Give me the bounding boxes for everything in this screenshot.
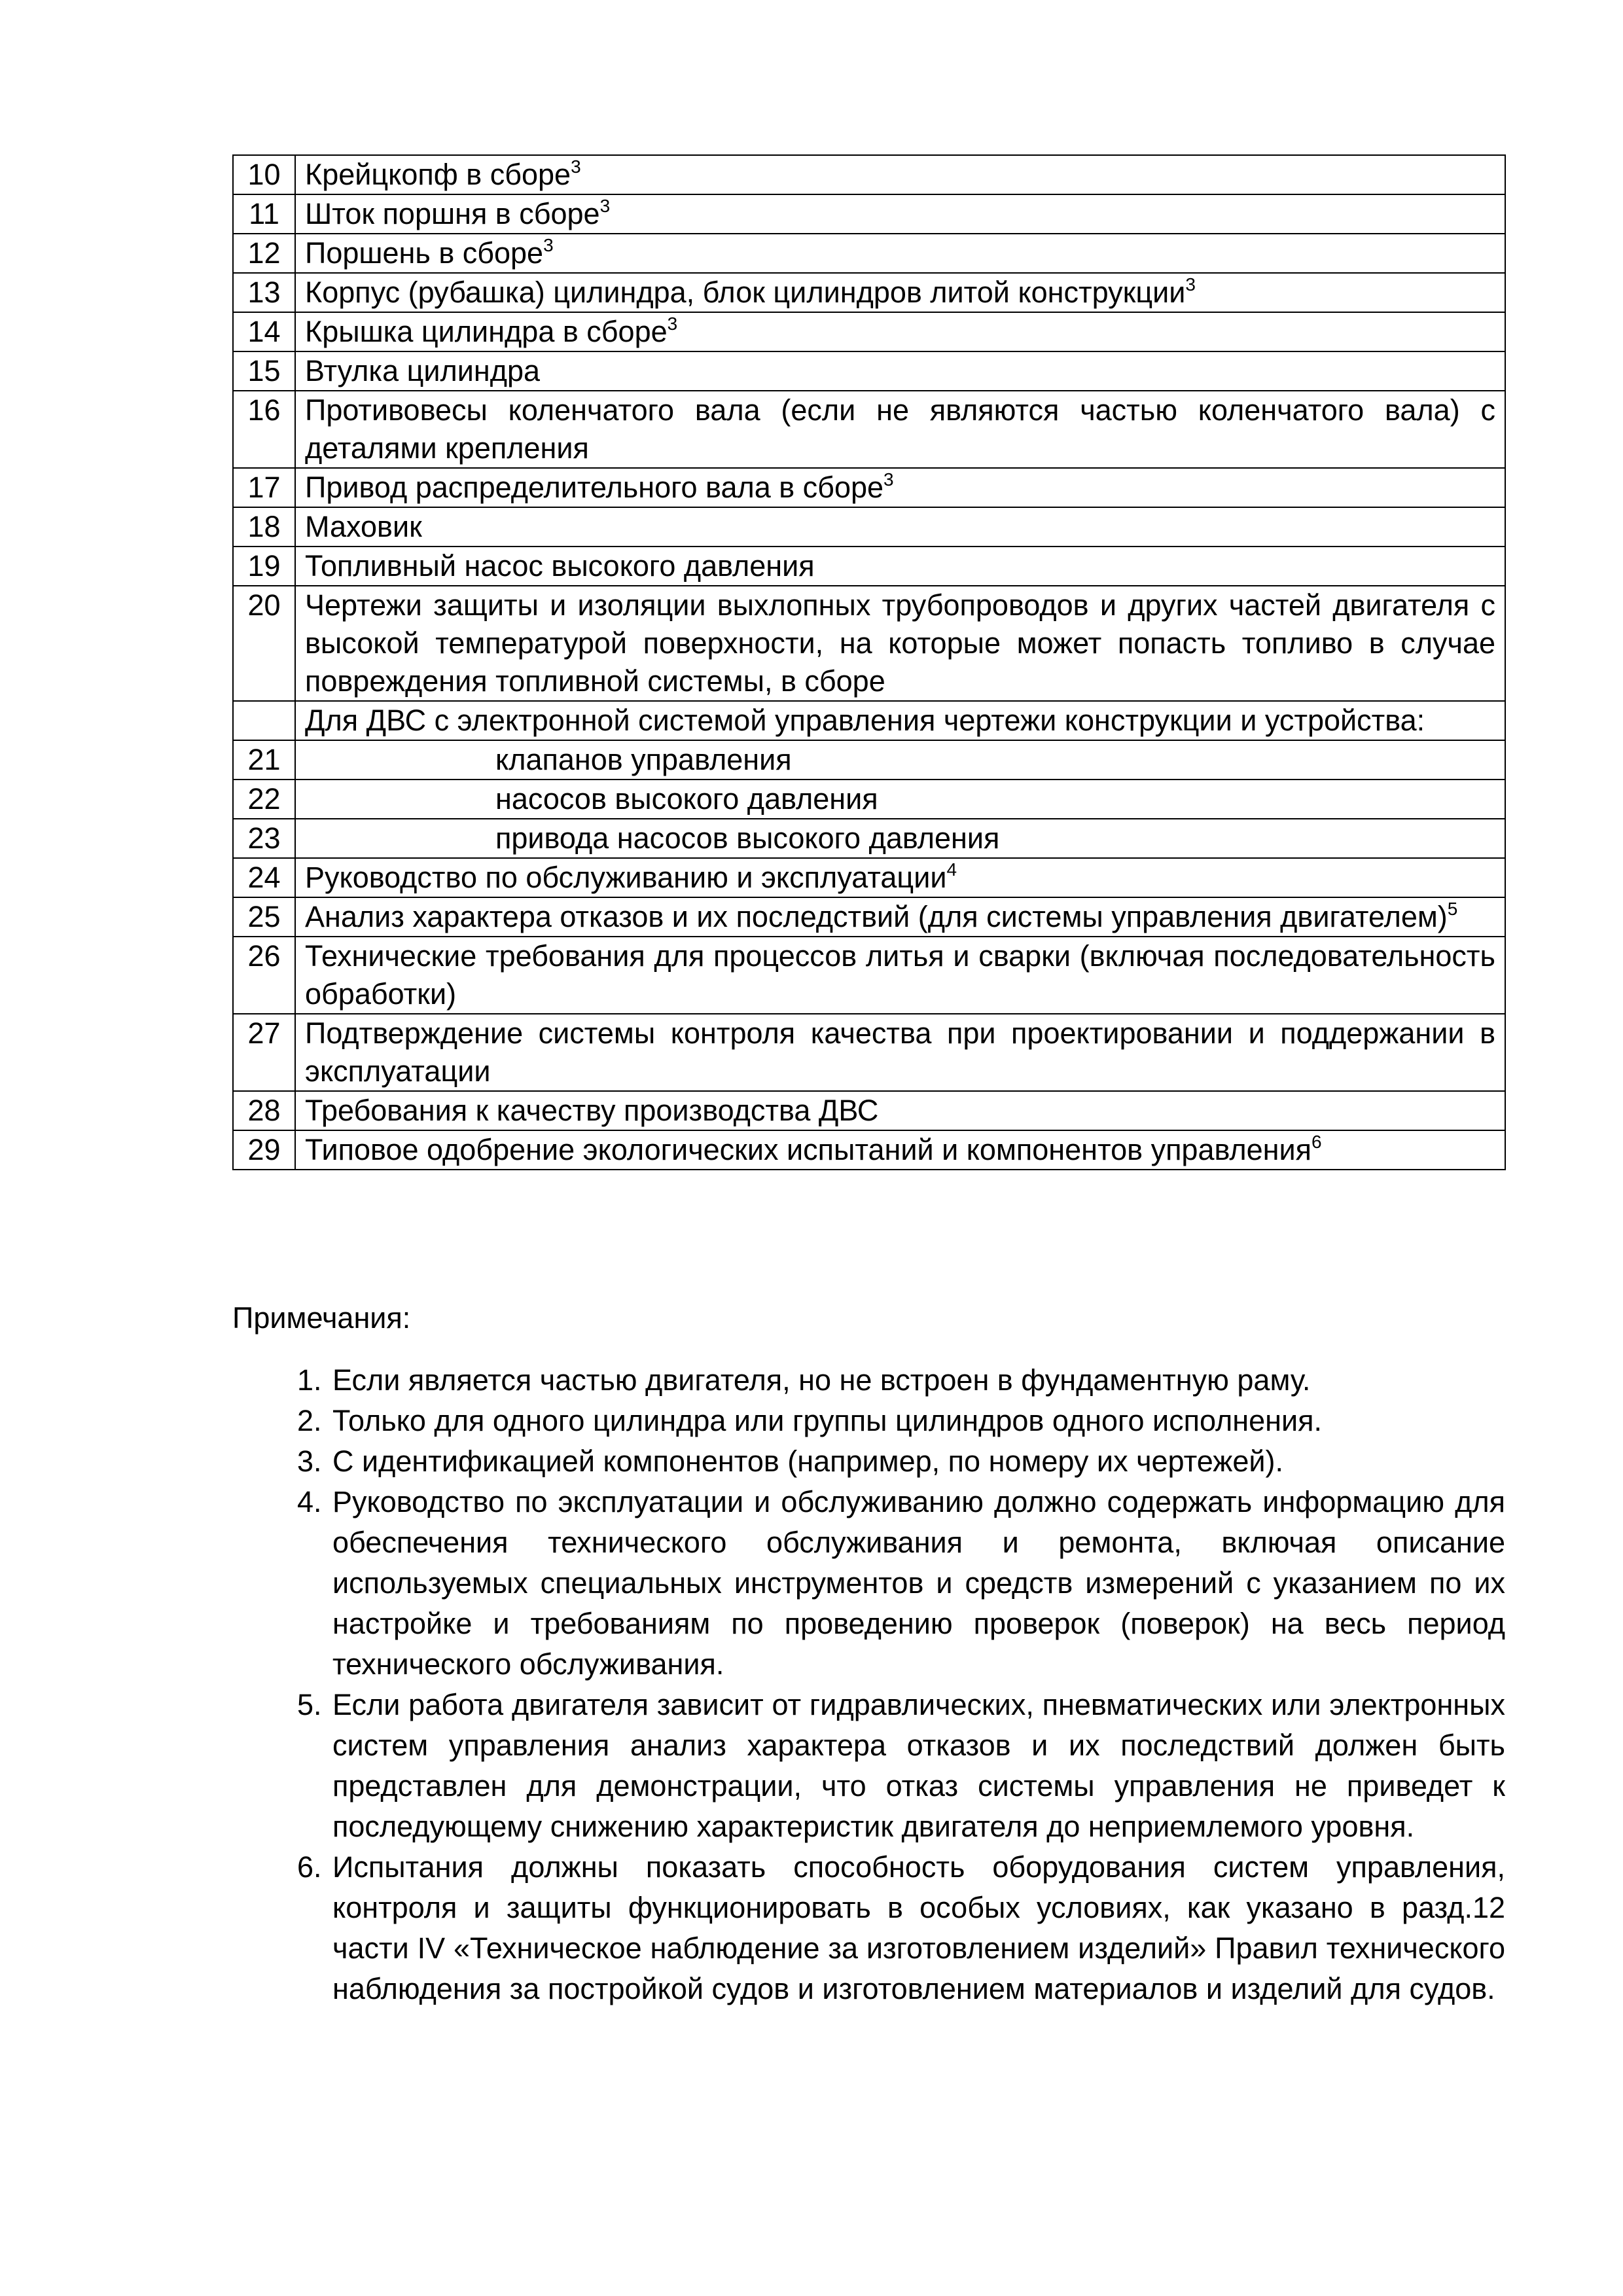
table-row — [233, 819, 1505, 858]
row-description — [295, 937, 1505, 1014]
footnote-ref: 3 — [543, 235, 554, 255]
row-description — [295, 391, 1505, 468]
row-description — [295, 507, 1505, 547]
table-row — [233, 507, 1505, 547]
footnote-ref: 3 — [1185, 274, 1196, 295]
row-text: Противовесы коленчатого вала (если не являются частью коленчатого вала) с деталями крепления — [305, 393, 1495, 465]
table-row — [233, 858, 1505, 897]
row-description — [295, 780, 1505, 819]
row-description — [295, 586, 1505, 701]
footnote-ref: 5 — [1447, 899, 1458, 919]
row-number: 25 — [233, 897, 295, 937]
row-description — [295, 701, 1505, 740]
row-text: Технические требования для процессов литья и сварки (включая последовательность обработки) — [305, 939, 1495, 1011]
row-text: Маховик — [305, 510, 422, 543]
row-text: Анализ характера отказов и их последствий (для системы управления двигателем) — [305, 900, 1448, 933]
row-number: 18 — [233, 507, 295, 547]
row-text: Поршень в сборе — [305, 236, 544, 270]
table-row — [233, 273, 1505, 312]
row-text: Втулка цилиндра — [305, 354, 541, 387]
table-row — [233, 547, 1505, 586]
row-text: Требования к качеству производства ДВС — [305, 1094, 879, 1127]
row-description — [295, 155, 1505, 194]
row-number: 17 — [233, 468, 295, 507]
note-item: 1. Если является частью двигателя, но не встроен в фундаментную раму. — [330, 1360, 1505, 1401]
row-text: Крейцкопф в сборе — [305, 158, 571, 191]
row-number: 16 — [233, 391, 295, 468]
row-description — [295, 312, 1505, 351]
footnote-ref: 6 — [1311, 1132, 1322, 1152]
table-row — [233, 468, 1505, 507]
row-number: 28 — [233, 1091, 295, 1130]
table-row — [233, 740, 1505, 780]
row-description — [295, 897, 1505, 937]
table-row — [233, 1130, 1505, 1170]
note-item: 3. С идентификацией компонентов (например, по номеру их чертежей). — [330, 1441, 1505, 1482]
row-number — [233, 701, 295, 740]
row-text: Подтверждение системы контроля качества при проектировании и поддержании в эксплуатации — [305, 1016, 1495, 1088]
table-row — [233, 1091, 1505, 1130]
row-description — [295, 194, 1505, 234]
row-number: 27 — [233, 1014, 295, 1091]
row-text: Чертежи защиты и изоляции выхлопных трубопроводов и других частей двигателя с высокой температурой поверхности, на которые может попасть топливо в случае повреждения топливной системы, в сборе — [305, 588, 1495, 698]
row-description — [295, 468, 1505, 507]
row-text: Топливный насос высокого давления — [305, 549, 815, 583]
table-row — [233, 351, 1505, 391]
row-text: Типовое одобрение экологических испытаний и компонентов управления — [305, 1133, 1311, 1166]
table-row — [233, 1014, 1505, 1091]
footnote-ref: 4 — [946, 859, 957, 880]
row-text: Корпус (рубашка) цилиндра, блок цилиндров литой конструкции — [305, 276, 1186, 309]
notes-list — [283, 1360, 1505, 2009]
table-row — [233, 780, 1505, 819]
row-number: 12 — [233, 234, 295, 273]
row-description — [295, 1091, 1505, 1130]
footnote-ref: 3 — [883, 469, 894, 490]
row-text: привода насосов высокого давления — [495, 821, 1000, 855]
note-item: 2. Только для одного цилиндра или группы цилиндров одного исполнения. — [330, 1401, 1505, 1441]
row-text: Для ДВС с электронной системой управления чертежи конструкции и устройства: — [305, 704, 1425, 737]
row-description — [295, 819, 1505, 858]
table-row-group-header — [233, 701, 1505, 740]
row-number: 26 — [233, 937, 295, 1014]
row-number: 21 — [233, 740, 295, 780]
row-number: 11 — [233, 194, 295, 234]
row-number: 14 — [233, 312, 295, 351]
row-description — [295, 740, 1505, 780]
row-description — [295, 547, 1505, 586]
row-number: 15 — [233, 351, 295, 391]
components-table — [232, 154, 1506, 1170]
table-row — [233, 194, 1505, 234]
footnote-ref: 3 — [667, 314, 678, 334]
note-item: 6. Испытания должны показать способность оборудования систем управления, контроля и защиты функционировать в особых условиях, как указано в разд.12 части IV «Техническое наблюдение за изготовлением изделий» Правил технического наблюдения за постройкой судов и изготовлением материалов и изделий для судов. — [330, 1847, 1505, 2009]
table-row — [233, 897, 1505, 937]
row-number: 22 — [233, 780, 295, 819]
row-number: 19 — [233, 547, 295, 586]
footnote-ref: 3 — [599, 196, 611, 216]
row-text: Шток поршня в сборе — [305, 197, 600, 230]
row-description — [295, 273, 1505, 312]
row-text: Привод распределительного вала в сборе — [305, 471, 884, 504]
row-number: 20 — [233, 586, 295, 701]
table-row — [233, 155, 1505, 194]
table-row — [233, 312, 1505, 351]
row-text: клапанов управления — [495, 743, 792, 776]
row-number: 23 — [233, 819, 295, 858]
row-text: Руководство по обслуживанию и эксплуатации — [305, 861, 947, 894]
row-description — [295, 351, 1505, 391]
row-text: насосов высокого давления — [495, 782, 878, 816]
row-description — [295, 234, 1505, 273]
notes-heading: Примечания: — [232, 1301, 411, 1335]
table-row — [233, 391, 1505, 468]
note-item: 5. Если работа двигателя зависит от гидравлических, пневматических или электронных систем управления анализ характера отказов и их последствий должен быть представлен для демонстрации, что отказ системы управления не приведет к последующему снижению характеристик двигателя до неприемлемого уровня. — [330, 1685, 1505, 1847]
table-row — [233, 586, 1505, 701]
footnote-ref: 3 — [571, 156, 581, 177]
row-number: 10 — [233, 155, 295, 194]
row-number: 24 — [233, 858, 295, 897]
row-text: Крышка цилиндра в сборе — [305, 315, 668, 348]
table-row — [233, 937, 1505, 1014]
row-description — [295, 1130, 1505, 1170]
row-description — [295, 858, 1505, 897]
row-number: 13 — [233, 273, 295, 312]
row-description — [295, 1014, 1505, 1091]
note-item: 4. Руководство по эксплуатации и обслуживанию должно содержать информацию для обеспечения технического обслуживания и ремонта, включая описание используемых специальных инструментов и средств измерений с указанием по их настройке и требованиям по проведению проверок (поверок) на весь период технического обслуживания. — [330, 1482, 1505, 1685]
row-number: 29 — [233, 1130, 295, 1170]
table-row — [233, 234, 1505, 273]
